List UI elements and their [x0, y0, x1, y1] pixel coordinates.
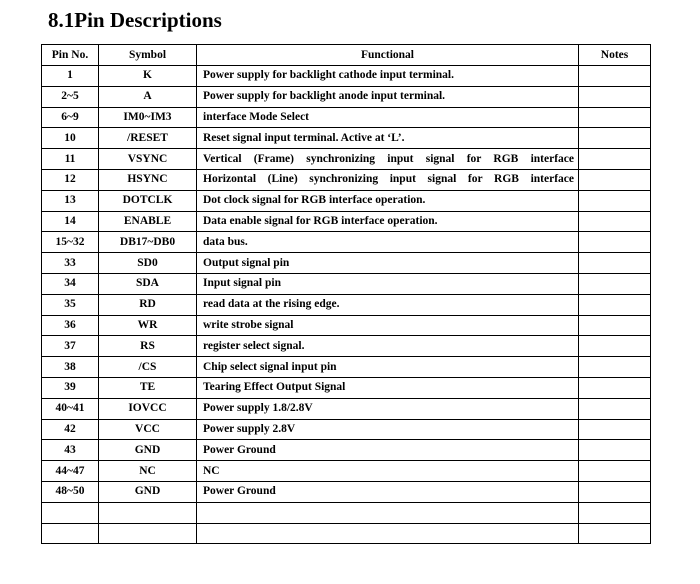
table-row — [42, 398, 651, 419]
notes-cell — [579, 86, 651, 107]
table-row — [42, 107, 651, 128]
notes-cell — [579, 232, 651, 253]
pin-cell: 48~50 — [42, 481, 99, 502]
pin-cell: 39 — [42, 377, 99, 398]
function-cell: NC — [197, 461, 579, 482]
pin-cell: 11 — [42, 149, 99, 170]
table-row — [42, 523, 651, 544]
function-cell — [197, 523, 579, 544]
notes-cell — [579, 190, 651, 211]
function-cell: Tearing Effect Output Signal — [197, 377, 579, 398]
table-row — [42, 169, 651, 190]
notes-cell — [579, 169, 651, 190]
symbol-cell: RS — [99, 336, 197, 357]
function-cell: Output signal pin — [197, 253, 579, 274]
table-row — [42, 190, 651, 211]
function-cell: Dot clock signal for RGB interface operation. — [197, 190, 579, 211]
table-row — [42, 357, 651, 378]
pin-cell: 43 — [42, 440, 99, 461]
section-title: 8.1Pin Descriptions — [48, 8, 222, 32]
symbol-cell: DOTCLK — [99, 190, 197, 211]
pin-cell: 12 — [42, 169, 99, 190]
function-cell: Horizontal (Line) synchronizing input signal for RGB interface — [197, 169, 579, 190]
symbol-cell: WR — [99, 315, 197, 336]
symbol-cell: SD0 — [99, 253, 197, 274]
pin-cell: 37 — [42, 336, 99, 357]
function-cell: Data enable signal for RGB interface operation. — [197, 211, 579, 232]
notes-cell — [579, 128, 651, 149]
pin-cell: 38 — [42, 357, 99, 378]
table-row — [42, 461, 651, 482]
notes-cell — [579, 211, 651, 232]
pin-cell — [42, 502, 99, 523]
pin-cell — [42, 523, 99, 544]
notes-cell — [579, 273, 651, 294]
symbol-cell: TE — [99, 377, 197, 398]
notes-cell — [579, 107, 651, 128]
symbol-cell: RD — [99, 294, 197, 315]
notes-cell — [579, 419, 651, 440]
function-cell: Chip select signal input pin — [197, 357, 579, 378]
pin-cell: 15~32 — [42, 232, 99, 253]
function-cell: Power Ground — [197, 481, 579, 502]
table-row — [42, 149, 651, 170]
notes-cell — [579, 461, 651, 482]
header-functional: Functional — [197, 45, 579, 66]
pin-cell: 36 — [42, 315, 99, 336]
table-row — [42, 481, 651, 502]
table-row — [42, 86, 651, 107]
pin-cell: 10 — [42, 128, 99, 149]
table-row — [42, 273, 651, 294]
table-header-row — [42, 45, 651, 66]
notes-cell — [579, 440, 651, 461]
symbol-cell — [99, 502, 197, 523]
pin-cell: 35 — [42, 294, 99, 315]
symbol-cell: VCC — [99, 419, 197, 440]
table-row — [42, 232, 651, 253]
pin-cell: 34 — [42, 273, 99, 294]
header-symbol: Symbol — [99, 45, 197, 66]
pin-cell: 44~47 — [42, 461, 99, 482]
symbol-cell: HSYNC — [99, 169, 197, 190]
pin-cell: 6~9 — [42, 107, 99, 128]
function-cell: write strobe signal — [197, 315, 579, 336]
pin-cell: 33 — [42, 253, 99, 274]
pin-cell: 42 — [42, 419, 99, 440]
table-row — [42, 502, 651, 523]
table-row — [42, 128, 651, 149]
function-cell: Input signal pin — [197, 273, 579, 294]
symbol-cell: DB17~DB0 — [99, 232, 197, 253]
table-row — [42, 211, 651, 232]
symbol-cell: ENABLE — [99, 211, 197, 232]
table-row — [42, 419, 651, 440]
notes-cell — [579, 294, 651, 315]
function-cell: read data at the rising edge. — [197, 294, 579, 315]
table-row — [42, 253, 651, 274]
symbol-cell: NC — [99, 461, 197, 482]
table-row — [42, 440, 651, 461]
table-row — [42, 377, 651, 398]
notes-cell — [579, 336, 651, 357]
notes-cell — [579, 502, 651, 523]
symbol-cell: GND — [99, 440, 197, 461]
notes-cell — [579, 523, 651, 544]
notes-cell — [579, 253, 651, 274]
function-cell: Power supply 1.8/2.8V — [197, 398, 579, 419]
notes-cell — [579, 398, 651, 419]
function-cell: Power supply for backlight cathode input terminal. — [197, 66, 579, 87]
symbol-cell: GND — [99, 481, 197, 502]
function-cell: data bus. — [197, 232, 579, 253]
function-cell: Power supply 2.8V — [197, 419, 579, 440]
symbol-cell: IOVCC — [99, 398, 197, 419]
function-cell: register select signal. — [197, 336, 579, 357]
table-row — [42, 336, 651, 357]
symbol-cell: VSYNC — [99, 149, 197, 170]
function-cell: interface Mode Select — [197, 107, 579, 128]
pin-cell: 2~5 — [42, 86, 99, 107]
notes-cell — [579, 481, 651, 502]
notes-cell — [579, 357, 651, 378]
table-row — [42, 66, 651, 87]
function-cell: Power supply for backlight anode input terminal. — [197, 86, 579, 107]
table-row — [42, 315, 651, 336]
pin-description-table — [41, 44, 651, 544]
pin-cell: 40~41 — [42, 398, 99, 419]
function-cell: Reset signal input terminal. Active at ‘L’. — [197, 128, 579, 149]
header-notes: Notes — [579, 45, 651, 66]
symbol-cell: /CS — [99, 357, 197, 378]
pin-cell: 14 — [42, 211, 99, 232]
pin-cell: 13 — [42, 190, 99, 211]
notes-cell — [579, 149, 651, 170]
symbol-cell: /RESET — [99, 128, 197, 149]
symbol-cell — [99, 523, 197, 544]
header-pin-no: Pin No. — [42, 45, 99, 66]
pin-cell: 1 — [42, 66, 99, 87]
notes-cell — [579, 377, 651, 398]
symbol-cell: K — [99, 66, 197, 87]
symbol-cell: A — [99, 86, 197, 107]
symbol-cell: IM0~IM3 — [99, 107, 197, 128]
function-cell: Vertical (Frame) synchronizing input signal for RGB interface — [197, 149, 579, 170]
notes-cell — [579, 66, 651, 87]
function-cell — [197, 502, 579, 523]
symbol-cell: SDA — [99, 273, 197, 294]
table-row — [42, 294, 651, 315]
function-cell: Power Ground — [197, 440, 579, 461]
notes-cell — [579, 315, 651, 336]
